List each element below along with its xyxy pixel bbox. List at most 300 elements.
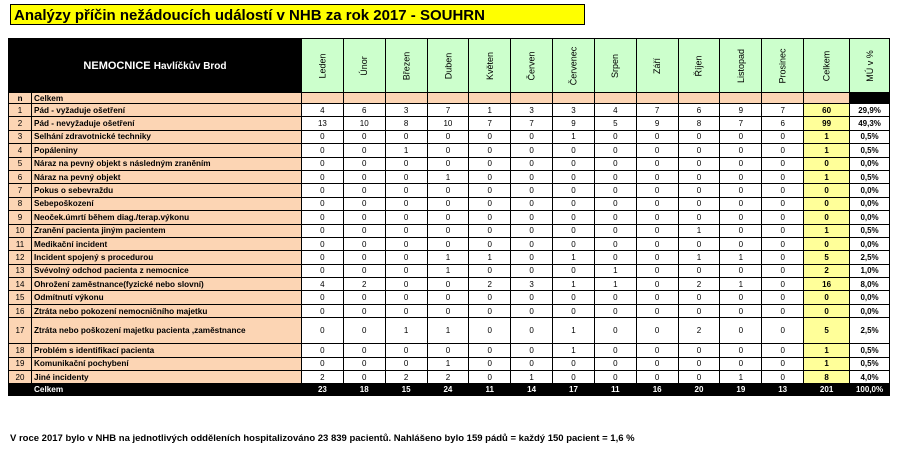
- month-value: 0: [343, 184, 385, 197]
- month-value: 1: [385, 144, 427, 157]
- total-column-header: Celkem: [804, 39, 850, 93]
- month-value: 0: [594, 197, 636, 210]
- month-value: 0: [427, 130, 469, 143]
- row-percent: 8,0%: [850, 278, 890, 291]
- month-value: 0: [343, 211, 385, 224]
- month-value: 0: [469, 144, 511, 157]
- month-value: 0: [720, 264, 762, 277]
- hospital-name: NEMOCNICE: [83, 59, 151, 72]
- month-value: 0: [301, 144, 343, 157]
- month-value: 0: [343, 170, 385, 183]
- month-value: 0: [427, 197, 469, 210]
- month-value: 6: [762, 117, 804, 130]
- month-value: 0: [511, 264, 553, 277]
- section-header-row: [9, 93, 890, 104]
- month-value: 0: [511, 157, 553, 170]
- month-value: 1: [427, 318, 469, 344]
- month-header: Duben: [427, 39, 469, 93]
- month-value: 1: [720, 371, 762, 384]
- month-value: 0: [511, 344, 553, 357]
- month-value: 0: [678, 184, 720, 197]
- month-value: 0: [762, 184, 804, 197]
- month-value: 0: [385, 184, 427, 197]
- row-number: 11: [9, 237, 32, 250]
- row-total: 0: [804, 304, 850, 317]
- month-value: 6: [343, 104, 385, 117]
- month-value: 2: [343, 278, 385, 291]
- month-value: 2: [427, 371, 469, 384]
- table-row: [9, 104, 890, 117]
- month-value: 7: [762, 104, 804, 117]
- month-value: 0: [720, 170, 762, 183]
- grand-total-percent: 100,0%: [850, 384, 890, 396]
- row-number: 15: [9, 291, 32, 304]
- row-label: Náraz na pevný objekt: [32, 170, 302, 183]
- row-total: 5: [804, 251, 850, 264]
- month-value: 13: [301, 117, 343, 130]
- month-value: 0: [553, 184, 595, 197]
- month-value: 0: [720, 184, 762, 197]
- row-total: 60: [804, 104, 850, 117]
- month-value: 0: [553, 264, 595, 277]
- month-header: Září: [636, 39, 678, 93]
- table-row: [9, 371, 890, 384]
- month-value: 0: [469, 170, 511, 183]
- table-row: [9, 211, 890, 224]
- month-value: 0: [511, 144, 553, 157]
- month-value: 1: [427, 170, 469, 183]
- month-value: 0: [427, 144, 469, 157]
- month-value: 0: [720, 157, 762, 170]
- month-value: 0: [427, 278, 469, 291]
- month-value: 1: [553, 130, 595, 143]
- row-percent: 4,0%: [850, 371, 890, 384]
- month-value: 0: [301, 170, 343, 183]
- row-number: 18: [9, 344, 32, 357]
- month-total: 13: [762, 384, 804, 396]
- month-value: 5: [594, 117, 636, 130]
- month-value: 0: [553, 170, 595, 183]
- month-value: 0: [762, 357, 804, 370]
- row-total: 1: [804, 170, 850, 183]
- month-value: 1: [469, 104, 511, 117]
- month-value: 0: [469, 130, 511, 143]
- row-percent: 49,3%: [850, 117, 890, 130]
- month-value: 0: [678, 170, 720, 183]
- row-label: Svévolný odchod pacienta z nemocnice: [32, 264, 302, 277]
- row-label: Sebepoškození: [32, 197, 302, 210]
- table-row: [9, 184, 890, 197]
- month-value: 0: [343, 130, 385, 143]
- month-value: 0: [553, 291, 595, 304]
- month-value: 0: [594, 170, 636, 183]
- table-row: [9, 304, 890, 317]
- month-value: 8: [385, 117, 427, 130]
- month-value: 9: [636, 117, 678, 130]
- month-value: 2: [469, 278, 511, 291]
- month-value: 0: [678, 237, 720, 250]
- percent-column-header: MÚ v %: [850, 39, 890, 93]
- month-value: 0: [385, 211, 427, 224]
- month-value: 0: [385, 157, 427, 170]
- month-value: 10: [343, 117, 385, 130]
- month-value: 0: [636, 278, 678, 291]
- month-total: 16: [636, 384, 678, 396]
- month-value: 10: [427, 117, 469, 130]
- month-header: Leden: [301, 39, 343, 93]
- row-percent: 1,0%: [850, 264, 890, 277]
- month-value: 0: [678, 357, 720, 370]
- month-value: 0: [594, 130, 636, 143]
- month-value: 0: [594, 344, 636, 357]
- month-value: 0: [594, 224, 636, 237]
- row-total: 2: [804, 264, 850, 277]
- month-value: 0: [343, 264, 385, 277]
- month-value: 0: [469, 344, 511, 357]
- month-value: 0: [301, 197, 343, 210]
- month-value: 0: [469, 224, 511, 237]
- month-value: 0: [636, 371, 678, 384]
- month-value: 0: [678, 371, 720, 384]
- month-value: 0: [594, 304, 636, 317]
- month-value: 0: [511, 357, 553, 370]
- row-total: 1: [804, 130, 850, 143]
- table-row: [9, 197, 890, 210]
- month-value: 0: [720, 144, 762, 157]
- month-value: 1: [678, 224, 720, 237]
- month-value: 0: [553, 157, 595, 170]
- month-value: 0: [511, 224, 553, 237]
- month-value: 0: [343, 318, 385, 344]
- month-header: Listopad: [720, 39, 762, 93]
- month-value: 1: [594, 278, 636, 291]
- month-value: 0: [343, 224, 385, 237]
- month-value: 0: [636, 357, 678, 370]
- month-value: 0: [720, 357, 762, 370]
- row-label: Ztráta nebo pokození nemocničního majetku: [32, 304, 302, 317]
- month-value: 0: [469, 291, 511, 304]
- month-value: 0: [469, 211, 511, 224]
- month-value: 0: [301, 157, 343, 170]
- month-value: 0: [762, 291, 804, 304]
- row-label: Selhání zdravotnické techniky: [32, 130, 302, 143]
- month-value: 3: [511, 104, 553, 117]
- month-value: 0: [762, 304, 804, 317]
- month-value: 0: [720, 344, 762, 357]
- row-total: 1: [804, 344, 850, 357]
- month-value: 0: [511, 318, 553, 344]
- month-value: 0: [385, 130, 427, 143]
- month-value: 1: [720, 278, 762, 291]
- month-value: 9: [553, 117, 595, 130]
- row-percent: 0,0%: [850, 291, 890, 304]
- table-row: [9, 130, 890, 143]
- month-value: 0: [678, 304, 720, 317]
- month-value: 0: [594, 291, 636, 304]
- month-value: 0: [343, 344, 385, 357]
- month-value: 0: [553, 144, 595, 157]
- month-value: 0: [762, 264, 804, 277]
- month-value: 1: [427, 264, 469, 277]
- month-value: 0: [301, 264, 343, 277]
- row-number: 8: [9, 197, 32, 210]
- month-value: 0: [678, 144, 720, 157]
- month-value: 0: [762, 278, 804, 291]
- month-value: 0: [427, 344, 469, 357]
- month-header: Červenec: [553, 39, 595, 93]
- month-value: 0: [594, 144, 636, 157]
- row-number: 3: [9, 130, 32, 143]
- month-value: 0: [469, 318, 511, 344]
- month-value: 0: [762, 318, 804, 344]
- month-value: 0: [553, 197, 595, 210]
- month-value: 0: [636, 318, 678, 344]
- month-value: 7: [427, 104, 469, 117]
- month-total: 11: [594, 384, 636, 396]
- month-value: 0: [343, 371, 385, 384]
- row-number: 14: [9, 278, 32, 291]
- row-label: Ohrožení zaměstnance(fyzické nebo slovní): [32, 278, 302, 291]
- row-total: 0: [804, 157, 850, 170]
- month-value: 0: [385, 237, 427, 250]
- month-header: Říjen: [678, 39, 720, 93]
- month-value: 0: [427, 157, 469, 170]
- month-value: 0: [385, 291, 427, 304]
- month-value: 0: [301, 184, 343, 197]
- row-number: 17: [9, 318, 32, 344]
- month-value: 0: [511, 304, 553, 317]
- month-value: 0: [762, 130, 804, 143]
- month-value: 0: [385, 344, 427, 357]
- row-label: Zranění pacienta jiným pacientem: [32, 224, 302, 237]
- month-value: 0: [301, 130, 343, 143]
- month-value: 7: [636, 104, 678, 117]
- month-value: 0: [469, 304, 511, 317]
- table-row: [9, 157, 890, 170]
- month-value: 0: [678, 264, 720, 277]
- month-total: 18: [343, 384, 385, 396]
- month-value: 0: [511, 211, 553, 224]
- row-percent: 29,9%: [850, 104, 890, 117]
- row-total: 0: [804, 184, 850, 197]
- row-number: 6: [9, 170, 32, 183]
- month-value: 0: [427, 291, 469, 304]
- month-value: 0: [301, 211, 343, 224]
- row-percent: 0,0%: [850, 157, 890, 170]
- row-number: 7: [9, 184, 32, 197]
- month-value: 0: [678, 211, 720, 224]
- row-number-header: n: [9, 93, 32, 104]
- month-value: 0: [553, 211, 595, 224]
- row-number: 9: [9, 211, 32, 224]
- month-value: 2: [385, 371, 427, 384]
- month-value: 4: [594, 104, 636, 117]
- row-number: 2: [9, 117, 32, 130]
- month-value: 0: [678, 344, 720, 357]
- month-value: 0: [636, 157, 678, 170]
- footnote: V roce 2017 bylo v NHB na jednotlivých odděleních hospitalizováno 23 839 pacientů. Nahlášeno bylo 159 pádů = každý 150 pacient = 1,6 %: [10, 433, 635, 444]
- month-value: 0: [762, 170, 804, 183]
- month-value: 4: [301, 104, 343, 117]
- section-label: Celkem: [32, 93, 302, 104]
- month-value: 0: [720, 304, 762, 317]
- row-number: 5: [9, 157, 32, 170]
- month-value: 0: [636, 197, 678, 210]
- row-label: Komunikační pochybení: [32, 357, 302, 370]
- month-value: 0: [762, 197, 804, 210]
- row-percent: 0,0%: [850, 211, 890, 224]
- month-value: 0: [762, 237, 804, 250]
- month-value: 0: [762, 211, 804, 224]
- month-value: 1: [385, 318, 427, 344]
- month-value: 0: [720, 130, 762, 143]
- month-value: 3: [385, 104, 427, 117]
- month-value: 1: [553, 278, 595, 291]
- row-percent: 0,5%: [850, 170, 890, 183]
- month-total: 23: [301, 384, 343, 396]
- month-value: 9: [720, 104, 762, 117]
- month-value: 0: [594, 318, 636, 344]
- row-label: Odmítnutí výkonu: [32, 291, 302, 304]
- month-value: 0: [343, 144, 385, 157]
- month-value: 0: [385, 264, 427, 277]
- month-value: 1: [553, 344, 595, 357]
- month-value: 0: [427, 184, 469, 197]
- table-row: [9, 224, 890, 237]
- row-label: Pád - nevyžaduje ošetření: [32, 117, 302, 130]
- month-value: 0: [678, 197, 720, 210]
- month-value: 0: [762, 371, 804, 384]
- month-value: 0: [553, 357, 595, 370]
- month-value: 0: [385, 278, 427, 291]
- month-value: 0: [762, 224, 804, 237]
- month-value: 1: [553, 318, 595, 344]
- table-row: [9, 344, 890, 357]
- table-row: [9, 357, 890, 370]
- month-value: 0: [301, 318, 343, 344]
- month-value: 0: [385, 251, 427, 264]
- month-value: 0: [511, 237, 553, 250]
- month-value: 0: [385, 170, 427, 183]
- month-value: 0: [636, 211, 678, 224]
- row-number: 12: [9, 251, 32, 264]
- month-value: 3: [553, 104, 595, 117]
- month-value: 0: [636, 184, 678, 197]
- month-value: 1: [594, 264, 636, 277]
- month-value: 1: [427, 357, 469, 370]
- month-value: 0: [427, 304, 469, 317]
- month-value: 0: [385, 357, 427, 370]
- month-total: 17: [553, 384, 595, 396]
- month-header: Květen: [469, 39, 511, 93]
- row-total: 1: [804, 144, 850, 157]
- month-value: 0: [469, 237, 511, 250]
- month-value: 0: [720, 318, 762, 344]
- month-value: 0: [343, 237, 385, 250]
- table-row: [9, 170, 890, 183]
- month-value: 0: [636, 304, 678, 317]
- month-total: 11: [469, 384, 511, 396]
- row-percent: 0,5%: [850, 130, 890, 143]
- row-percent: 0,5%: [850, 224, 890, 237]
- month-value: 0: [553, 304, 595, 317]
- table-row: [9, 291, 890, 304]
- month-value: 0: [511, 251, 553, 264]
- table-row: [9, 117, 890, 130]
- month-value: 8: [678, 117, 720, 130]
- row-label: Pokus o sebevraždu: [32, 184, 302, 197]
- month-value: 2: [301, 371, 343, 384]
- month-value: 0: [343, 197, 385, 210]
- month-total: 14: [511, 384, 553, 396]
- row-percent: 0,0%: [850, 304, 890, 317]
- row-total: 16: [804, 278, 850, 291]
- row-percent: 0,0%: [850, 237, 890, 250]
- incident-table: [8, 38, 890, 396]
- month-value: 1: [720, 251, 762, 264]
- row-number: 10: [9, 224, 32, 237]
- row-label: Incident spojený s procedurou: [32, 251, 302, 264]
- month-value: 0: [636, 251, 678, 264]
- month-value: 1: [678, 251, 720, 264]
- month-value: 0: [469, 357, 511, 370]
- month-header: Prosinec: [762, 39, 804, 93]
- month-value: 0: [762, 144, 804, 157]
- row-total: 1: [804, 357, 850, 370]
- month-value: 0: [343, 357, 385, 370]
- row-number: 1: [9, 104, 32, 117]
- row-number: 19: [9, 357, 32, 370]
- month-value: 7: [469, 117, 511, 130]
- month-value: 0: [762, 157, 804, 170]
- table-row: [9, 318, 890, 344]
- month-value: 0: [636, 144, 678, 157]
- row-total: 0: [804, 237, 850, 250]
- month-value: 4: [301, 278, 343, 291]
- row-label: Problém s identifikací pacienta: [32, 344, 302, 357]
- month-value: 0: [469, 184, 511, 197]
- row-percent: 0,0%: [850, 184, 890, 197]
- month-value: 0: [469, 157, 511, 170]
- month-value: 0: [678, 291, 720, 304]
- month-value: 0: [636, 170, 678, 183]
- month-value: 0: [636, 344, 678, 357]
- month-total: 19: [720, 384, 762, 396]
- month-value: 0: [511, 291, 553, 304]
- month-value: 0: [720, 291, 762, 304]
- row-percent: 2,5%: [850, 318, 890, 344]
- month-value: 2: [678, 318, 720, 344]
- month-total: 15: [385, 384, 427, 396]
- month-value: 0: [343, 157, 385, 170]
- month-value: 0: [720, 197, 762, 210]
- month-value: 0: [594, 251, 636, 264]
- month-value: 0: [720, 224, 762, 237]
- grand-total: 201: [804, 384, 850, 396]
- month-value: 0: [594, 371, 636, 384]
- month-value: 1: [469, 251, 511, 264]
- month-value: 0: [301, 224, 343, 237]
- month-value: 0: [553, 237, 595, 250]
- month-value: 0: [343, 291, 385, 304]
- month-value: 1: [427, 251, 469, 264]
- row-total: 0: [804, 291, 850, 304]
- row-label: Pád - vyžaduje ošetření: [32, 104, 302, 117]
- month-value: 6: [678, 104, 720, 117]
- row-total: 1: [804, 224, 850, 237]
- month-value: 0: [594, 184, 636, 197]
- month-value: 0: [427, 237, 469, 250]
